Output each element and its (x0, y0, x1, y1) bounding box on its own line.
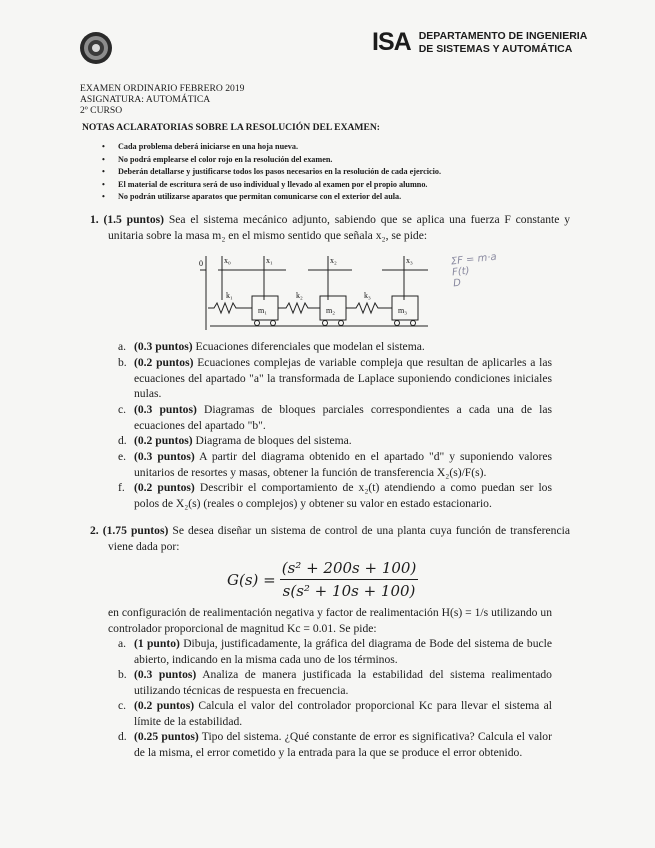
department-name-line1: DEPARTAMENTO DE INGENIERIA (418, 29, 588, 42)
question-1-item-a: a. (0.3 puntos) Ecuaciones diferenciales que modelan el sistema. (118, 340, 425, 353)
exam-course: 2º CURSO (80, 105, 123, 116)
mechanical-system-diagram (196, 252, 456, 334)
note-item: • Cada problema deberá iniciarse en una hoja nueva. (102, 141, 441, 154)
question-1-item-b: b. (0.2 puntos) Ecuaciones complejas de variable compleja que resultan de aplicarles a las ecuaciones del apartado "a" la transformada de Laplace suponiendo condiciones iniciales nulas. (118, 356, 552, 400)
department-logo: ISA (372, 28, 411, 56)
diagram-position-x1: x₁ (266, 256, 273, 265)
exam-header (80, 83, 244, 116)
university-seal-icon (79, 31, 113, 65)
question-1-item-c: c. (0.3 puntos) Diagramas de bloques parciales correspondientes a cada una de las ecuaciones del apartado "b". (118, 403, 552, 432)
diagram-spring-k2: k₂ (296, 291, 303, 300)
question-1-item-f: f. (0.2 puntos) Describir el comportamiento de x₂(t) atendiendo a como puedan ser los polos de X₂(s) (reales o complejos) y obtener su valor en estado estacionario. (118, 481, 552, 510)
exam-subject: ASIGNATURA: AUTOMÁTICA (80, 94, 211, 105)
diagram-origin-label: 0 (199, 259, 203, 268)
question-2-item-b: b. (0.3 puntos) Analiza de manera justificada la estabilidad del sistema realimentado utilizando técnicas de respuesta en frecuencia. (118, 668, 552, 697)
diagram-spring-k3: k₃ (364, 291, 371, 300)
department-header (372, 28, 587, 57)
transfer-function-formula (226, 559, 418, 600)
diagram-mass-m1: m₁ (258, 306, 268, 315)
formula-numerator: (s² + 200s + 100) (280, 559, 419, 580)
handwritten-note: ΣF = m·a F(t) D (450, 251, 498, 290)
diagram-position-x3: x₃ (406, 256, 413, 265)
note-item: • No podrá emplearse el color rojo en la resolución del examen. (102, 154, 441, 167)
question-2-number: 2. (90, 524, 99, 537)
formula-denominator: s(s² + 10s + 100) (282, 582, 416, 600)
question-2-text-continued: en configuración de realimentación negativa y factor de realimentación H(s) = 1/s utilizando un controlador proporcional de magnitud Kc = 0.01. Se pide: (108, 606, 552, 635)
notes-list (102, 141, 441, 204)
note-item: • Deberán detallarse y justificarse todos los pasos necesarios en la resolución de cada ejercicio. (102, 166, 441, 179)
diagram-mass-m3: m₃ (398, 306, 408, 315)
diagram-position-x0: x₀ (224, 256, 231, 265)
question-2-item-c: c. (0.2 puntos) Calcula el valor del controlador proporcional Kc para llevar el sistema al límite de la estabilidad. (118, 699, 552, 728)
formula-lhs: G(s) = (227, 570, 276, 589)
question-2-item-a: a. (1 punto) Dibuja, justificadamente, la gráfica del diagrama de Bode del sistema de bucle abierto, indicando en la misma cada uno de los términos. (118, 637, 553, 666)
note-item: • No podrán utilizarse aparatos que permitan comunicarse con el exterior del aula. (102, 191, 441, 204)
diagram-position-x2: x₂ (330, 256, 337, 265)
diagram-spring-k1: k₁ (226, 291, 233, 300)
department-name-line2: DE SISTEMAS Y AUTOMÁTICA (418, 42, 573, 55)
question-2-points: (1.75 puntos) (102, 524, 169, 537)
question-2-text: Se desea diseñar un sistema de control de una planta cuya función de transferencia viene dada por: (108, 524, 570, 553)
question-1-text: Sea el sistema mecánico adjunto, sabiendo que se aplica una fuerza F constante y unitaria sobre la masa m₂ en el mismo sentido que señala x₂, se pide: (108, 213, 570, 242)
question-1-points: (1.5 puntos) (103, 213, 165, 226)
question-1-item-d: d. (0.2 puntos) Diagrama de bloques del sistema. (118, 434, 352, 447)
notes-title: NOTAS ACLARATORIAS SOBRE LA RESOLUCIÓN DEL EXAMEN: (82, 122, 380, 133)
question-1-item-e: e. (0.3 puntos) A partir del diagrama obtenido en el apartado "d" y suponiendo valores unitarios de resortes y masas, obtener la función de transferencia X₂(s)/F(s). (118, 450, 552, 479)
question-2 (90, 523, 570, 554)
question-2-item-d: d. (0.25 puntos) Tipo del sistema. ¿Qué constante de error es significativa? Calcula el valor de la misma, el error cometido y la entrada para la que se produce el error obtenido. (118, 730, 552, 759)
question-1-number: 1. (90, 213, 99, 226)
note-item: • El material de escritura será de uso individual y llevado al examen por el propio alumno. (102, 179, 441, 192)
exam-title: EXAMEN ORDINARIO FEBRERO 2019 (80, 83, 245, 94)
diagram-mass-m2: m₂ (326, 306, 336, 315)
question-1 (90, 212, 570, 243)
